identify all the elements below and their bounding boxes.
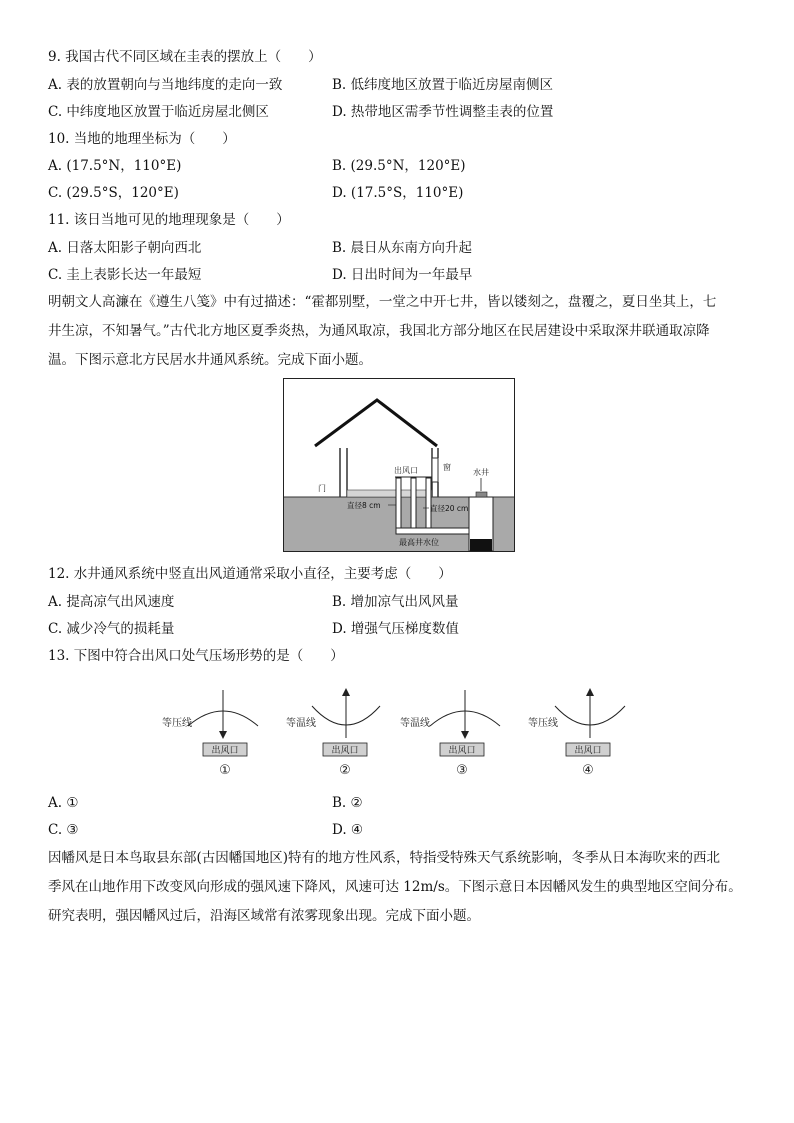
diagram-1-line-label: 等压线 [162,718,192,729]
q12-option-c: C. 减少冷气的损耗量 [48,621,175,637]
q10-option-c: C. (29.5°S，120°E) [48,185,179,201]
diagram-2-line-label: 等温线 [286,718,316,729]
well-label: 水井 [473,468,489,477]
outlet-duct [396,478,401,533]
door-label: 门 [318,484,326,493]
q10-option-d: D. (17.5°S，110°E) [332,185,464,201]
diagram-4-line-label: 等压线 [528,718,558,729]
passage-line: 因幡风是日本鸟取县东部(古因幡国地区)特有的地方性风系，特指受特殊天气系统影响，冬季从日本海吹来的西北 [48,850,721,866]
diameter-8cm-label: 直径8 cm [347,501,381,510]
q11-option-a: A. 日落太阳影子朝向西北 [48,240,202,256]
well-ventilation-diagram [283,378,515,552]
q11-option-b: B. 晨日从东南方向升起 [332,240,473,256]
q10-option-a: A. (17.5°N，110°E) [48,158,182,174]
q13-option-a: A. ① [48,795,79,811]
q9-option-c: C. 中纬度地区放置于临近房屋北侧区 [48,104,269,120]
diagram-1 [162,690,258,778]
q12-option-a: A. 提高凉气出风速度 [48,594,175,610]
diagram-2 [286,688,380,778]
diagram-3-outlet: 出风口 [448,746,476,756]
q12-option-b: B. 增加凉气出风风量 [332,594,459,610]
diagram-2-number: ② [339,763,351,778]
window [432,458,438,482]
q9-stem: 9. 我国古代不同区域在圭表的摆放上（ ） [48,49,322,65]
diagram-1-outlet: 出风口 [211,746,239,756]
outlet-duct [411,478,416,533]
q11-option-d: D. 日出时间为一年最早 [332,267,473,283]
q12-option-d: D. 增强气压梯度数值 [332,621,459,637]
passage-line: 井生凉，不知暑气。”古代北方地区夏季炎热，为通风取凉，我国北方部分地区在民居建设中采取深井联通取凉降 [48,323,710,339]
diagram-3-line-label: 等温线 [400,718,430,729]
floor [347,490,432,497]
diagram-3-number: ③ [456,763,468,778]
passage-line: 温。下图示意北方民居水井通风系统。完成下面小题。 [48,352,372,368]
well-cover [476,492,487,497]
q12-stem: 12. 水井通风系统中竖直出风道通常采取小直径，主要考虑（ ） [48,566,452,582]
diagram-1-number: ① [219,763,231,778]
pressure-field-diagrams [140,682,640,782]
water-level-label: 最高井水位 [399,538,439,547]
diagram-3 [400,690,500,778]
window-label: 窗 [443,463,451,472]
q13-option-c: C. ③ [48,822,79,838]
q11-stem: 11. 该日当地可见的地理现象是（ ） [48,212,290,228]
q13-stem: 13. 下图中符合出风口处气压场形势的是（ ） [48,648,344,664]
q9-option-b: B. 低纬度地区放置于临近房屋南侧区 [332,77,554,93]
q13-option-d: D. ④ [332,822,364,838]
q11-option-c: C. 圭上表影长达一年最短 [48,267,202,283]
passage-inaba-wind [48,844,760,931]
passage-line: 研究表明，强因幡风过后，沿海区域常有浓雾现象出现。完成下面小题。 [48,908,480,924]
diagram-4-outlet: 出风口 [574,746,602,756]
q10-stem: 10. 当地的地理坐标为（ ） [48,131,236,147]
diagram-4-number: ④ [582,763,594,778]
passage-well-ventilation [48,288,760,375]
q13-option-b: B. ② [332,795,363,811]
diagram-4 [528,688,625,778]
q9-option-d: D. 热带地区需季节性调整圭表的位置 [332,104,554,120]
outlet-label: 出风口 [394,466,418,475]
diagram-2-outlet: 出风口 [331,746,359,756]
well-water [470,539,492,551]
diameter-20cm-label: 直径20 cm [430,504,469,513]
q10-option-b: B. (29.5°N，120°E) [332,158,466,174]
q9-option-a: A. 表的放置朝向与当地纬度的走向一致 [48,77,283,93]
passage-line: 季风在山地作用下改变风向形成的强风速下降风，风速可达 12m/s。下图示意日本因幡风发生的典型地区空间分布。 [48,879,742,895]
passage-line: 明朝文人高濂在《遵生八笺》中有过描述：“霍都别墅，一堂之中开七井，皆以镂刻之，盘覆之，夏日坐其上，七 [48,294,717,310]
